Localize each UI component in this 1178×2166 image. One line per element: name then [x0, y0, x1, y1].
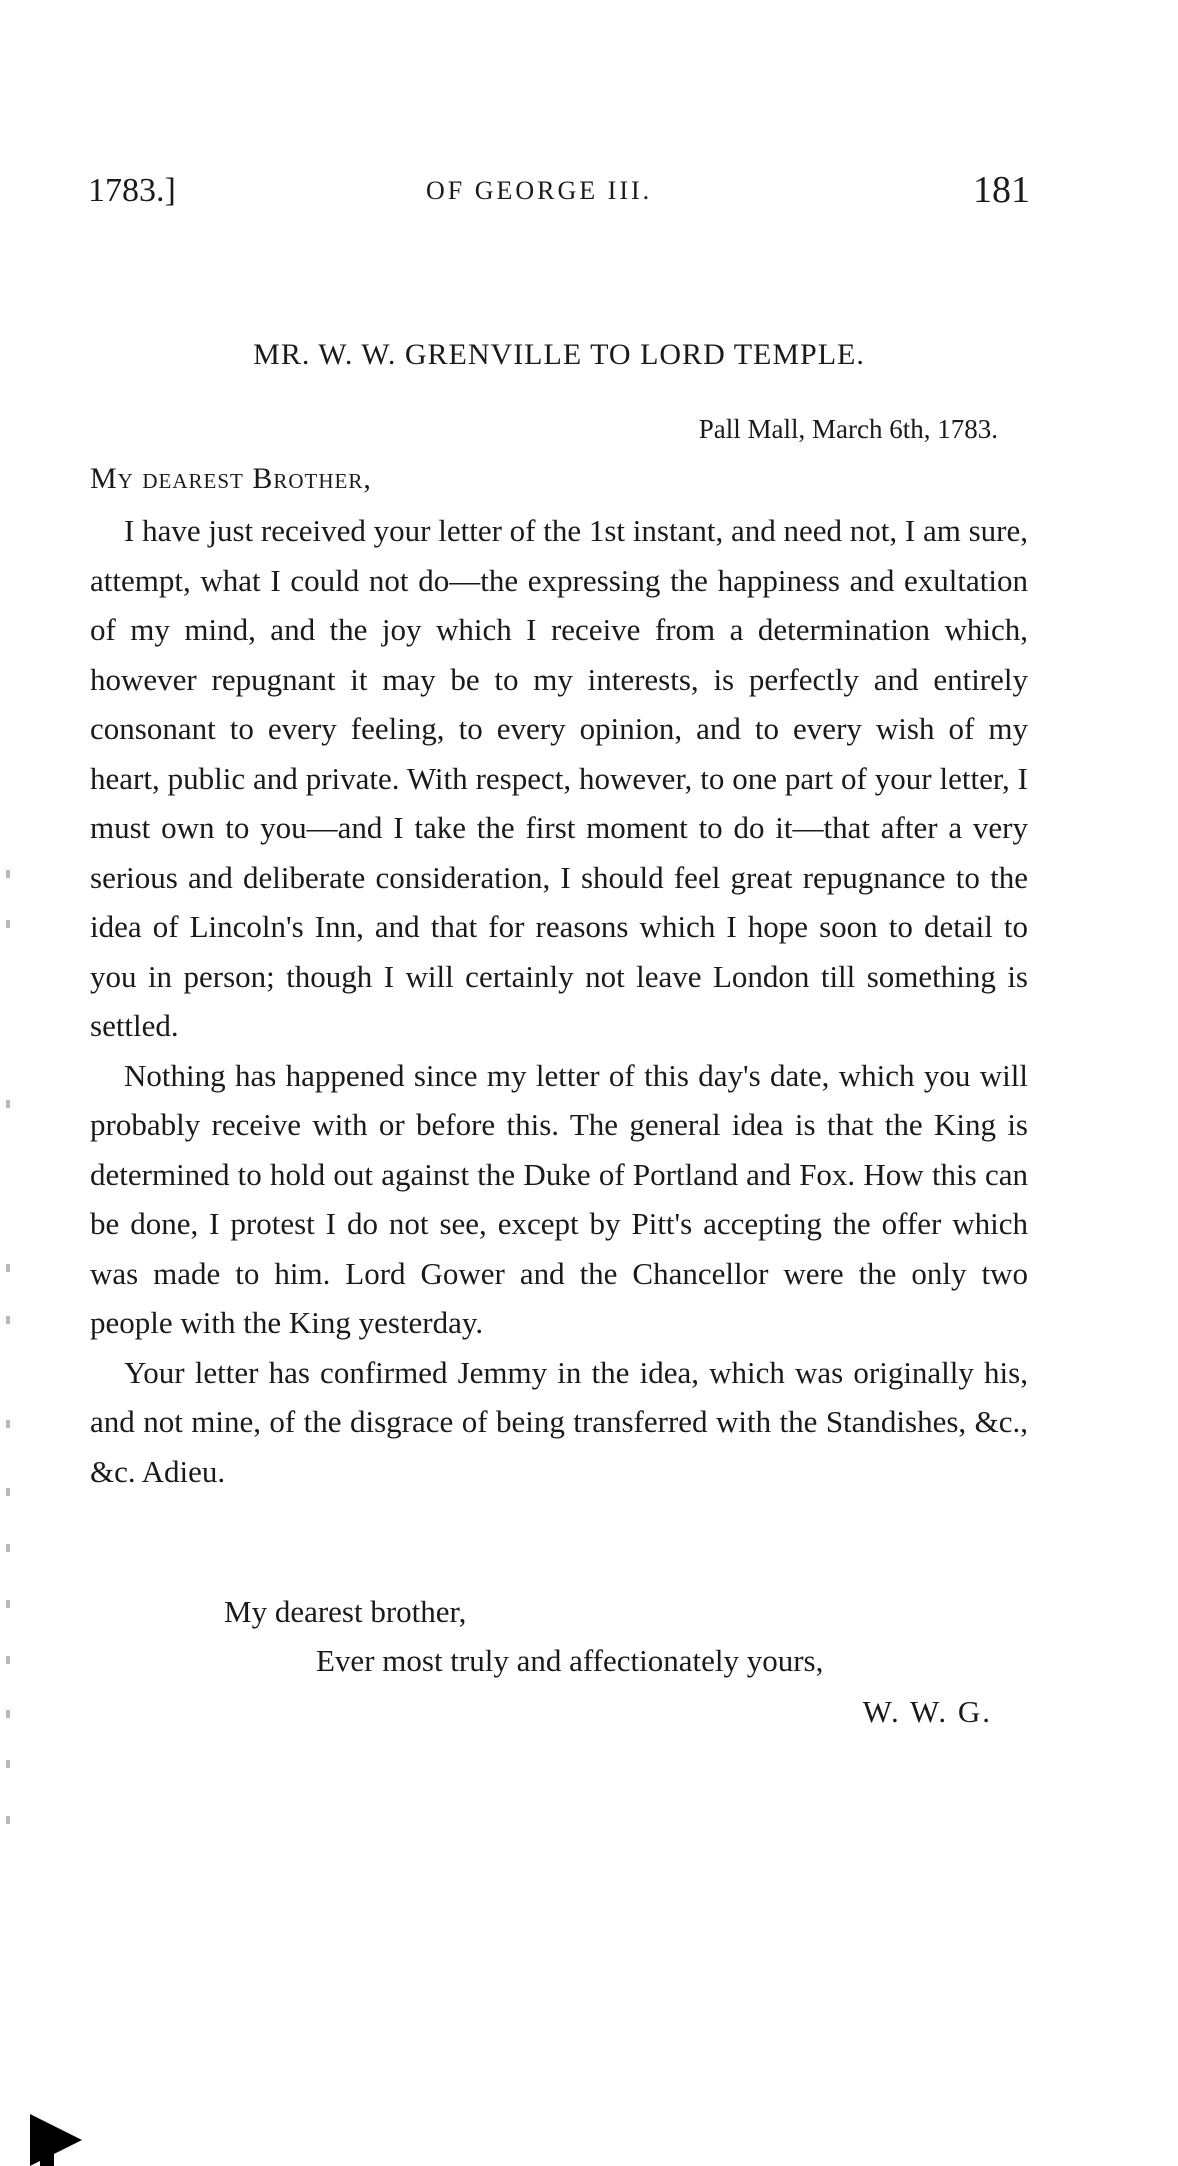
letter-heading-text: MR. W. W. GRENVILLE TO LORD TEMPLE. [253, 338, 865, 371]
page-number: 181 [973, 169, 1030, 211]
margin-speck [6, 1420, 10, 1428]
closing-line-2: Ever most truly and affectionately yours, [316, 1643, 824, 1678]
margin-speck [6, 1316, 10, 1324]
margin-speck [6, 1656, 10, 1664]
margin-specks [0, 0, 20, 2166]
closing-line-1: My dearest brother, [224, 1594, 467, 1629]
margin-speck [6, 1544, 10, 1552]
letter-salutation: My dearest Brother, [90, 462, 372, 495]
running-head-title: OF GEORGE III. [426, 176, 653, 205]
margin-speck [6, 920, 10, 928]
paragraph-2: Nothing has happened since my letter of this day's date, which you will probably receive with or before this. The general idea is that the King is determined to hold out against the Duke of Portland and Fox. How this can be done, I protest I do not see, except by Pitt's accepting the offer which was made to him. Lord Gower and the Chancellor were the only two people with the King yesterday. [90, 1057, 1028, 1340]
running-head [88, 168, 1038, 218]
letter-body [90, 506, 1028, 1496]
paragraph-3: Your letter has confirmed Jemmy in the idea, which was originally his, and not mine, of the disgrace of being transferred with the Standishes, &c., &c. Adieu. [90, 1354, 1028, 1489]
margin-speck [6, 870, 10, 878]
margin-speck [6, 1600, 10, 1608]
running-head-year: 1783.] [88, 172, 176, 209]
margin-speck [6, 1816, 10, 1824]
margin-speck [6, 1264, 10, 1272]
margin-speck [6, 1488, 10, 1496]
margin-speck [6, 1100, 10, 1108]
margin-speck [6, 1710, 10, 1718]
paragraph-1: I have just received your letter of the 1st instant, and need not, I am sure, attempt, what I could not do—the expressing the happiness and exultation of my mind, and the joy which I receive from a determination which, however repugnant it may be to my interests, is perfectly and entirely consonant to every feeling, to every opinion, and to every wish of my heart, public and private. With respect, however, to one part of your letter, I must own to you—and I take the first moment to do it—that after a very serious and deliberate consideration, I should feel great repugnance to the idea of Lincoln's Inn, and that for reasons which I hope soon to detail to you in person; though I will certainly not leave London till something is settled. [90, 513, 1028, 1043]
letter-dateline: Pall Mall, March 6th, 1783. [698, 414, 998, 444]
signature: W. W. G. [862, 1694, 992, 1729]
corner-arrow-icon [30, 2114, 82, 2166]
margin-speck [6, 1760, 10, 1768]
letter-heading [0, 338, 1178, 372]
